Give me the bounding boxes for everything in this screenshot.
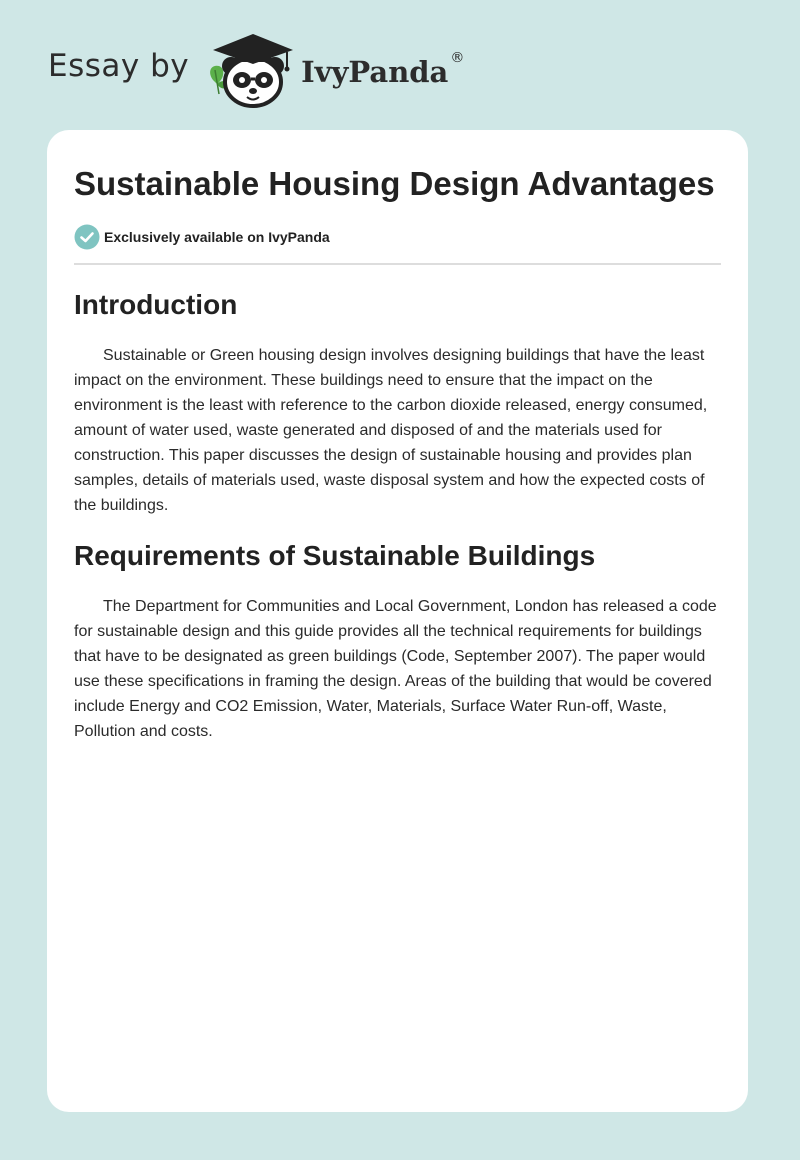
brand-prefix: Essay by <box>48 48 190 84</box>
exclusive-badge <box>74 223 721 251</box>
article-card <box>47 130 748 1112</box>
article-title: Sustainable Housing Design Advantages <box>74 165 715 202</box>
site-brand[interactable] <box>48 30 464 110</box>
brand-name: IvyPanda <box>301 55 449 89</box>
introduction-paragraph: Sustainable or Green housing design involves designing buildings that have the least impact on the environment. These buildings need to ensure that the impact on the environment is the least with reference to the carbon dioxide released, energy consumed, amount of water used, waste generated and disposed of and the materials used for construction. This paper discusses the design of sustainable housing and provides plan samples, details of materials used, waste disposal system and how the expected costs of the buildings. <box>74 347 708 514</box>
requirements-paragraph: The Department for Communities and Local Government, London has released a code for sustainable design and this guide provides all the technical requirements for buildings that have to be designated as green buildings (Code, September 2007). The paper would use these specifications in framing the design. Areas of the building that would be covered include Energy and CO2 Emission, Water, Materials, Surface Water Run-off, Waste, Pollution and costs. <box>74 598 717 740</box>
section-heading-introduction: Introduction <box>74 289 238 320</box>
header-divider <box>74 263 721 265</box>
registered-mark: ® <box>450 50 465 66</box>
panda-graduation-cap-icon <box>205 30 297 110</box>
section-heading-requirements: Requirements of Sustainable Buildings <box>74 540 596 571</box>
exclusive-label: Exclusively available on IvyPanda <box>104 229 330 245</box>
checkmark-icon <box>74 224 100 250</box>
